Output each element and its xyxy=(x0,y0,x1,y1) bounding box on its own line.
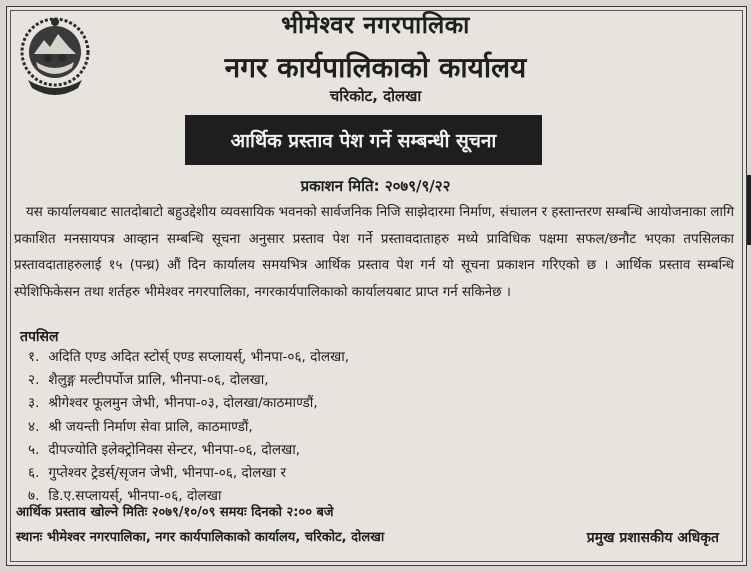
list-item: ४. श्री जयन्ती निर्माण सेवा प्रालि, काठमाण्डौं, xyxy=(28,418,253,435)
publish-date-label: प्रकाशन मिति: xyxy=(300,177,380,195)
municipality-name: भीमेश्वर नगरपालिका xyxy=(281,11,470,39)
office-name: नगर कार्यपालिकाको कार्यालय xyxy=(224,51,527,84)
bidder-list xyxy=(28,346,349,508)
signatory: प्रमुख प्रशासकीय अधिकृत xyxy=(586,530,719,546)
office-address: चरिकोट, दोलखा xyxy=(329,87,422,105)
list-item: २. शैलुङ्ग मल्टीपर्पोज प्रालि, भीनपा-०६, दोलखा, xyxy=(28,372,269,389)
notice-title-banner xyxy=(185,115,542,165)
notice-body: यस कार्यालयबाट सातदोबाटो बहुउद्देशीय व्यवसायिक भवनको सार्वजनिक निजि साझेदारमा निर्माण, संचालन र हस्तान्तरण सम्बन्धि आयोजनाका लागि प्रकाशित मनसायपत्र आव्हान सम्बन्धि सूचना अनुसार प्रस्ताव पेश गर्ने प्रस्तावदाताहरु मध्ये प्राविधिक पक्षमा सफल/छनौट भएका तपसिलका प्रस्तावदाताहरुलाई १५ (पन्ध्र) औं दिन कार्यालय समयभित्र आर्थिक प्रस्ताव पेश गर्न यो सूचना प्रकाशन गरिएको छ । आर्थिक प्रस्ताव सम्बन्धि स्पेशिफिकेसन तथा शर्तहरु भीमेश्वर नगरपालिका, नगरकार्यपालिकाको कार्यालयबाट प्राप्त गर्न सकिनेछ । xyxy=(14,205,734,300)
list-item: ३. श्रीगेश्वर फूलमुन जेभी, भीनपा-०३, दोलखा/काठमाण्डौं, xyxy=(28,395,318,412)
notice-title: आर्थिक प्रस्ताव पेश गर्ने सम्बन्धी सूचना xyxy=(230,130,497,152)
publish-date xyxy=(0,176,751,196)
publish-date-value: २०७९/९/२२ xyxy=(384,177,451,195)
list-item: ६. गुप्तेश्वर ट्रेडर्स्/सृजन जेभी, भीनपा-०६, दोलखा र xyxy=(28,465,286,482)
tapasil-heading: तपसिल xyxy=(20,329,59,345)
venue: स्थानः भीमेश्वर नगरपालिका, नगर कार्यपालिकाको कार्यालय, चरिकोट, दोलखा xyxy=(16,530,385,545)
opening-date: आर्थिक प्रस्ताव खोल्ने मितिः २०७९/१०/०९ समयः दिनको २:०० बजे xyxy=(16,505,334,520)
list-item: ७. डि.ए.सप्लायर्स्, भीनपा-०६, दोलखा xyxy=(28,488,222,505)
list-item: ५. दीपज्योति इलेक्ट्रोनिक्स सेन्टर, भीनपा-०६, दोलखा, xyxy=(28,441,301,458)
list-item: १. अदिति एण्ड अदित स्टोर्स् एण्ड सप्लायर्स्, भीनपा-०६, दोलखा, xyxy=(28,349,350,365)
